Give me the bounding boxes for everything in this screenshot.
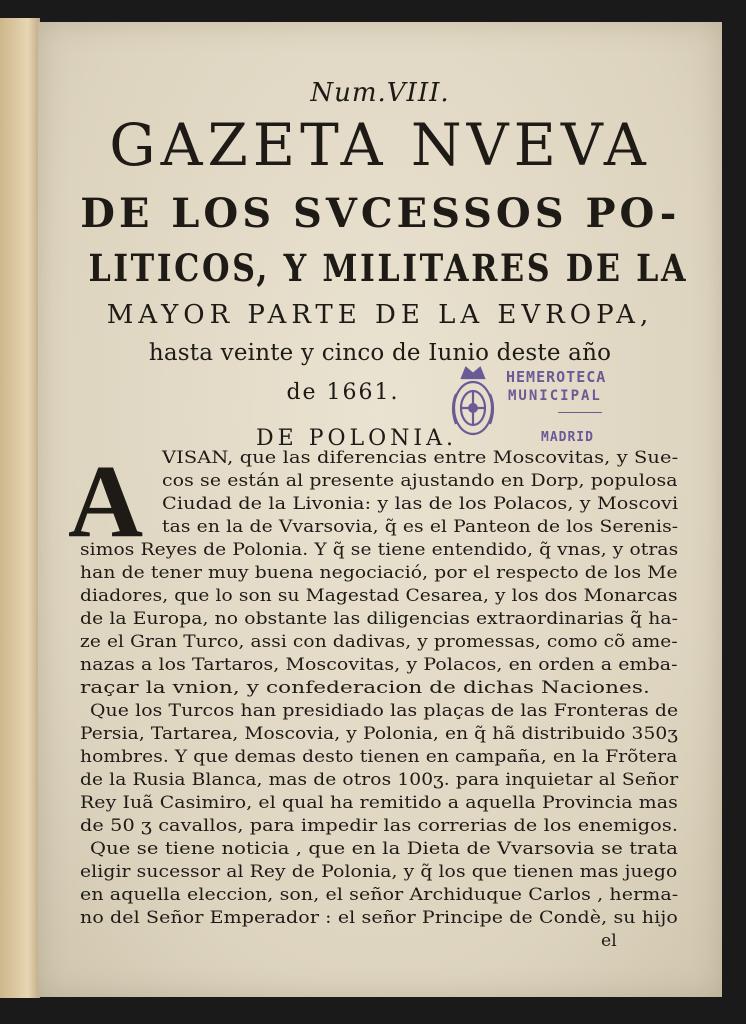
body-line: tas en la de Vvarsovia, q̃ es el Panteon de los Serenis-	[162, 517, 679, 537]
body-line: Persia, Tartarea, Moscovia, y Polonia, en q̃ hã distribuido 350ʒ	[80, 724, 678, 744]
gazette-page	[38, 22, 722, 997]
body-line: Rey Iuã Casimiro, el qual ha remitido a aquella Provincia mas	[80, 793, 678, 813]
body-line: Ciudad de la Livonia: y las de los Polacos, y Moscovi	[162, 494, 679, 514]
crest-stamp-icon	[448, 364, 498, 440]
title-line-2	[38, 190, 722, 237]
body-line: simos Reyes de Polonia. Y q̃ se tiene entendido, q̃ vnas, y otras	[80, 540, 679, 560]
section-heading: DE POLONIA.	[256, 426, 457, 451]
stamp-divider	[558, 412, 602, 413]
stamp-text-municipal: MUNICIPAL	[508, 388, 602, 404]
body-line: en aquella eleccion, son, el señor Archiduque Carlos , herma-	[80, 885, 679, 905]
body-line: de la Rusia Blanca, mas de otros 100ʒ. para inquietar al Señor	[80, 770, 679, 790]
title-line-5	[38, 342, 722, 365]
title-line-3	[38, 246, 722, 290]
body-line: diadores, que lo son su Magestad Cesarea, y los dos Monarcas	[80, 586, 678, 606]
body-line: raçar la vnion, y confederacion de dichas Naciones.	[80, 678, 650, 698]
body-line: hombres. Y que demas desto tienen en campaña, en la Frõtera	[80, 747, 678, 767]
title-line-4-text: MAYOR PARTE DE LA EVROPA,	[106, 300, 654, 330]
body-line: han de tener muy buena negociació, por el respecto de los Me	[80, 563, 678, 583]
title-line-5-text: hasta veinte y cinco de Iunio deste año	[148, 340, 612, 366]
body-line: no del Señor Emperador : el señor Principe de Condè, su hijo	[80, 908, 678, 928]
body-line: de 50 ʒ cavallos, para impedir las correrias de los enemigos.	[80, 816, 679, 836]
title-line-3-text: LITICOS, Y MILITARES DE LA	[88, 246, 689, 290]
body-line: Que se tiene noticia , que en la Dieta de Vvarsovia se trata	[90, 839, 679, 859]
title-line-4	[38, 302, 722, 328]
body-line: VISAN, que las diferencias entre Moscovitas, y Sue-	[162, 448, 679, 468]
title-line-2-text: DE LOS SVCESSOS PO-	[79, 190, 681, 237]
body-line: ze el Gran Turco, assi con dadivas, y promessas, como cõ ame-	[80, 632, 678, 652]
adjacent-page-edge	[0, 18, 40, 998]
body-line: de la Europa, no obstante las diligencias extraordinarias q̃ ha-	[80, 609, 679, 629]
issue-number: Num.VIII.	[310, 78, 450, 108]
stamp-text-madrid: MADRID	[541, 430, 594, 445]
title-line-1-text: GAZETA NVEVA	[109, 111, 651, 179]
drop-cap: A	[68, 444, 144, 559]
body-line: Que los Turcos han presidiado las plaças de las Fronteras de	[90, 701, 679, 721]
body-line: cos se están al presente ajustando en Dorp, populosa	[162, 471, 678, 491]
title-line-6: de 1661.	[286, 380, 400, 405]
title-line-1	[38, 111, 722, 179]
body-line: nazas a los Tartaros, Moscovitas, y Polacos, en orden a emba-	[80, 655, 678, 675]
stamp-text-hemeroteca: HEMEROTECA	[506, 368, 607, 386]
body-line: eligir sucessor al Rey de Polonia, y q̃ los que tienen mas juego	[80, 862, 678, 882]
body-line: el	[601, 931, 617, 951]
